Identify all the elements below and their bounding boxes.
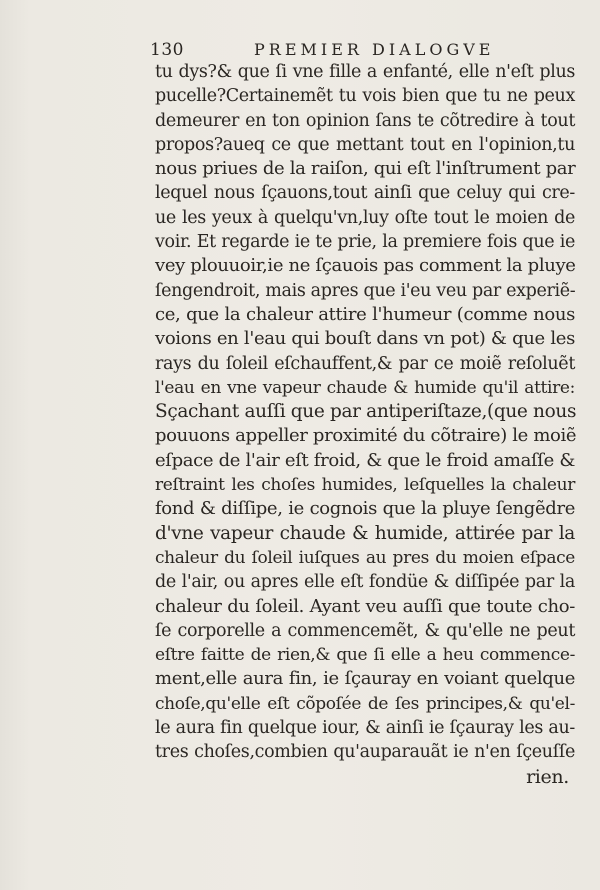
text-line: ſengendroit, mais apres que i'eu veu par experiẽ- bbox=[155, 280, 576, 301]
text-line: choſe,qu'elle eſt cõpoſée de ſes principes,& qu'el- bbox=[155, 693, 575, 714]
text-line: eſtre faitte de rien,& que ſi elle a heu commence- bbox=[155, 645, 575, 666]
text-line: de l'air, ou apres elle eſt fondüe & diſſipée par la bbox=[155, 572, 575, 593]
text-line: ment,elle aura fin, ie ſçauray en voiant quelque bbox=[155, 668, 575, 690]
text-line: voions en l'eau qui bouſt dans vn pot) & que les bbox=[155, 328, 575, 350]
text-line: le aura fin quelque iour, & ainſi ie ſçauray les au- bbox=[155, 718, 575, 739]
text-line: tu dys?& que ſi vne fille a enfanté, elle n'eſt plus bbox=[155, 62, 575, 82]
text-line: ce, que la chaleur attire l'humeur (comme nous bbox=[155, 303, 575, 325]
text-line: l'eau en vne vapeur chaude & humide qu'il attire: bbox=[155, 377, 575, 398]
text-line: d'vne vapeur chaude & humide, attirée par la bbox=[155, 522, 575, 544]
text-line: lequel nous ſçauons,tout ainſi que celuy qui cre- bbox=[155, 183, 575, 204]
text-line: rays du ſoleil eſchauffent,& par ce moiẽ reſoluẽt bbox=[155, 353, 575, 374]
text-line: eſpace de l'air eſt froid, & que le froid amaſſe & bbox=[155, 449, 575, 471]
text-line: pouuons appeller proximité du cõtraire) le moiẽ bbox=[155, 425, 577, 447]
body-text bbox=[155, 60, 575, 789]
text-line: voir. Et regarde ie te prie, la premiere fois que ie bbox=[155, 232, 575, 253]
text-line: reſtraint les choſes humides, leſquelles la chaleur bbox=[155, 475, 575, 496]
text-line: vey plouuoir,ie ne ſçauois pas comment la pluye bbox=[155, 255, 576, 277]
text-line: pucelle?Certainemẽt tu vois bien que tu ne peux bbox=[155, 86, 575, 107]
text-line: tres choſes,combien qu'auparauãt ie n'en ſçeuſſe bbox=[155, 742, 575, 763]
text-line-final: rien. bbox=[526, 765, 569, 788]
text-line: fond & diſſipe, ie cognois que la pluye ſengẽdre bbox=[155, 498, 575, 520]
page-number: 130 bbox=[150, 40, 184, 60]
text-line: chaleur du ſoleil iuſques au pres du moien eſpace bbox=[155, 547, 575, 568]
text-line: ue les yeux à quelqu'vn,luy oſte tout le moien de bbox=[155, 207, 575, 228]
running-title: PREMIER DIALOGVE bbox=[254, 40, 495, 59]
text-line: ſe corporelle a commencemẽt, & qu'elle ne peut bbox=[155, 620, 575, 641]
text-line: demeurer en ton opinion ſans te cõtredire à tout bbox=[155, 110, 575, 131]
text-line: chaleur du ſoleil. Ayant veu auſſi que toute cho- bbox=[155, 595, 575, 617]
text-line: propos?aueq ce que mettant tout en l'opinion,tu bbox=[155, 134, 575, 155]
text-line: Sçachant auſſi que par antiperiſtaze,(que nous bbox=[155, 401, 577, 423]
text-line: nous priues de la raiſon, qui eſt l'inſtrument par bbox=[155, 158, 576, 180]
